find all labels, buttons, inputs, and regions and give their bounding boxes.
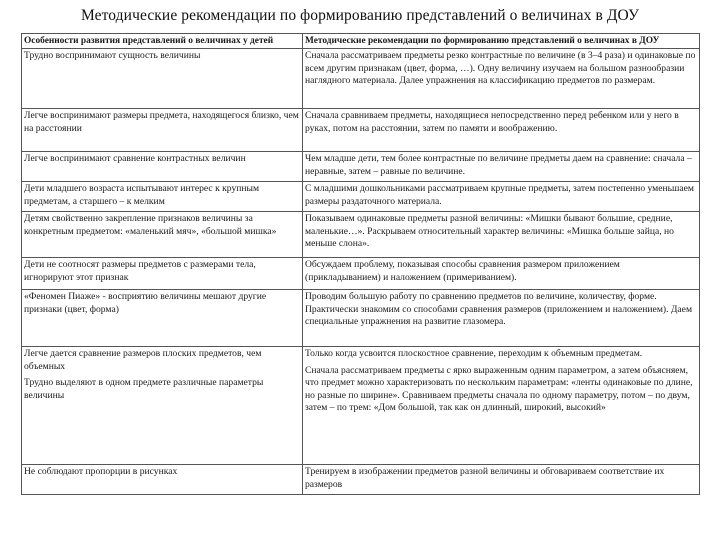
recommendation-cell — [303, 109, 700, 152]
feature-text: Трудно воспринимают сущность величины — [24, 50, 201, 61]
table-row — [22, 258, 700, 290]
recommendation-text: Сначала рассматриваем предметы резко контрастные по величине (в 3–4 раза) и одинаковые по всем другим признакам (цвет, форма, …). Одну величину изучаем на большом разнообразии наглядного материала. Далее упражнения на классификацию предметов по размерам. — [305, 50, 696, 87]
feature-text: Легче дается сравнение размеров плоских предметов, чем объемных — [24, 348, 262, 372]
feature-cell — [22, 49, 303, 109]
table-header-row — [22, 34, 700, 49]
header-recommendations: Методические рекомендации по формированию представлений о величинах в ДОУ — [303, 34, 700, 49]
feature-text: Дети младшего возраста испытывают интерес к крупным предметам, а старшего – к мелким — [24, 183, 260, 207]
recommendation-cell — [303, 347, 700, 465]
table-row — [22, 109, 700, 152]
table-row — [22, 182, 700, 212]
table-row — [22, 49, 700, 109]
feature-cell — [22, 290, 303, 347]
table-row — [22, 212, 700, 258]
table-row — [22, 290, 700, 347]
recommendation-cell — [303, 258, 700, 290]
header-features: Особенности развития представлений о величинах у детей — [22, 34, 303, 49]
recommendations-table — [21, 33, 700, 495]
recommendation-text: Обсуждаем проблему, показывая способы сравнения размером приложением (прикладыванием) и наложением (примериванием). — [305, 259, 620, 283]
feature-text: Дети не соотносят размеры предметов с размерами тела, игнорируют этот признак — [24, 259, 256, 283]
table-row — [22, 465, 700, 495]
recommendation-text: Чем младше дети, тем более контрастные по величине предметы даем на сравнение: сначала – неравные, затем – равные по величине. — [305, 153, 692, 177]
table-row — [22, 347, 700, 465]
recommendation-cell — [303, 152, 700, 182]
recommendation-cell — [303, 182, 700, 212]
recommendation-cell — [303, 465, 700, 495]
recommendation-text: Сначала сравниваем предметы, находящиеся непосредственно перед ребенком или у него в руках, потом на расстоянии, затем по памяти и воображению. — [305, 110, 679, 134]
feature-text: «Феномен Пиаже» - восприятию величины мешают другие признаки (цвет, форма) — [24, 291, 267, 315]
table-row — [22, 152, 700, 182]
recommendation-cell — [303, 290, 700, 347]
page-title: Методические рекомендации по формированию представлений о величинах в ДОУ — [80, 7, 640, 24]
feature-text: Детям свойственно закрепление признаков величины за конкретным предметом: «маленький мяч», «большой мишка» — [24, 213, 277, 237]
feature-text: Трудно выделяют в одном предмете различные параметры величины — [24, 377, 264, 401]
feature-text: Легче воспринимают сравнение контрастных величин — [24, 153, 246, 164]
recommendation-text: Проводим большую работу по сравнению предметов по величине, количеству, форме. Практически знакомим со способами сравнения размеров (приложением и наложением). Даем специальные упражнения на развитие глазомера. — [305, 291, 693, 328]
feature-cell — [22, 465, 303, 495]
feature-cell — [22, 212, 303, 258]
recommendation-text: Показываем одинаковые предметы разной величины: «Мишки бывают большие, средние, маленькие…». Раскрываем относительный характер величины: «Мишка больше зайца, но меньше слона». — [305, 213, 674, 250]
recommendation-text: Только когда усвоится плоскостное сравнение, переходим к объемным предметам. — [305, 348, 643, 359]
recommendation-cell — [303, 49, 700, 109]
recommendation-cell — [303, 212, 700, 258]
feature-text: Легче воспринимают размеры предмета, находящегося близко, чем на расстоянии — [24, 110, 299, 134]
feature-cell — [22, 152, 303, 182]
recommendation-text: Тренируем в изображении предметов разной величины и обговариваем соответствие их размеров — [305, 466, 665, 490]
feature-text: Не соблюдают пропорции в рисунках — [24, 466, 178, 477]
feature-cell — [22, 109, 303, 152]
feature-cell — [22, 258, 303, 290]
feature-cell — [22, 347, 303, 465]
recommendation-text: С младшими дошкольниками рассматриваем крупные предметы, затем постепенно уменьшаем размеры раздаточного материала. — [305, 183, 695, 207]
recommendation-text: Сначала рассматриваем предметы с ярко выраженным одним параметром, а затем объясняем, что предмет можно характеризовать по нескольким параметрам: «ленты одинаковые по длине, но разные по ширине». Сравниваем предметы сначала по одному параметру, потом – по двум, затем – по трем: «Дом большой, так как он длинный, широкий, высокий» — [305, 364, 693, 414]
feature-cell — [22, 182, 303, 212]
